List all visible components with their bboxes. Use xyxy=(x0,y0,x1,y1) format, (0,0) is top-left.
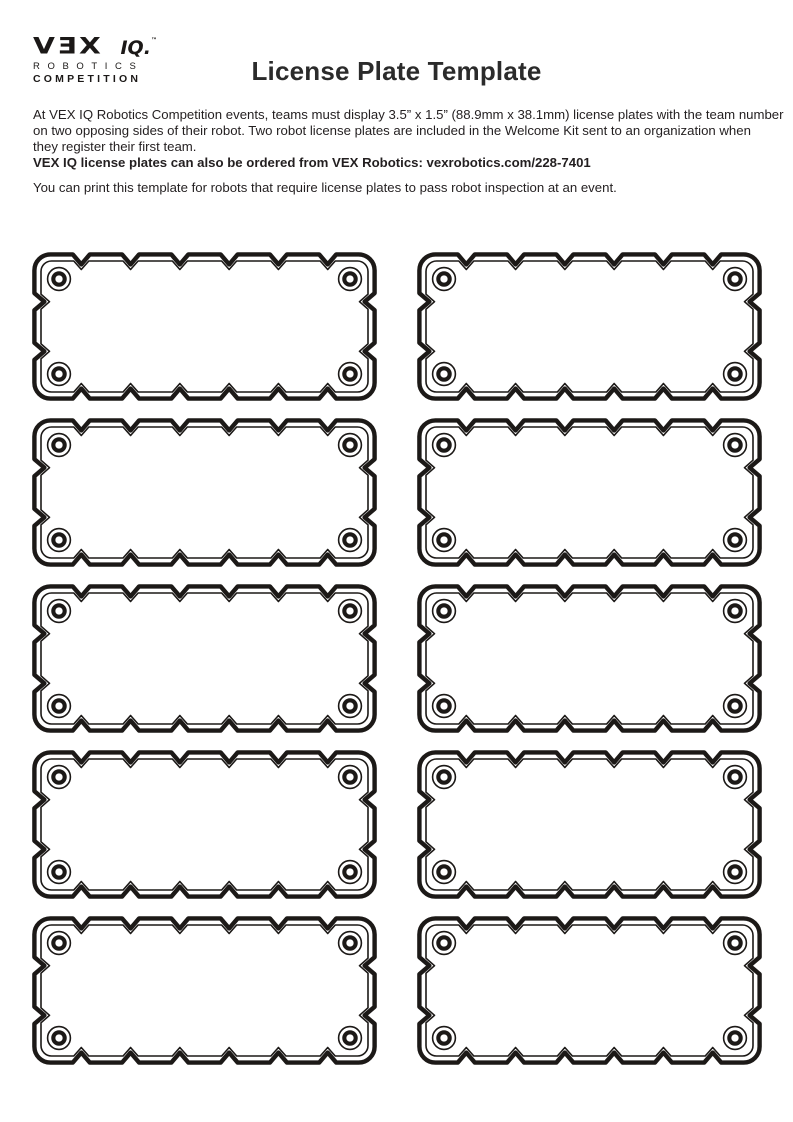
plate-outer-outline xyxy=(34,586,374,730)
plate-outer-outline xyxy=(34,752,374,896)
license-plate-7 xyxy=(32,750,377,899)
logo-wordmark-row xyxy=(33,33,157,59)
intro-line-2: on two opposing sides of their robot. Two robot license plates are included in the Welcome Kit sent to an organization when xyxy=(33,123,751,138)
order-info-line: VEX IQ license plates can also be ordered from VEX Robotics: vexrobotics.com/228-7401 xyxy=(33,155,591,170)
license-plate-9 xyxy=(32,916,377,1065)
license-plate-4 xyxy=(417,418,762,567)
license-plate-5 xyxy=(32,584,377,733)
page-title: License Plate Template xyxy=(251,56,542,86)
plate-outer-outline xyxy=(34,420,374,564)
plate-outer-outline xyxy=(419,420,759,564)
plate-outer-outline xyxy=(34,254,374,398)
license-plate-1 xyxy=(32,252,377,401)
intro-line-1: At VEX IQ Robotics Competition events, teams must display 3.5” x 1.5” (88.9mm x 38.1mm) license plates with the team number xyxy=(33,107,784,122)
print-note-line: You can print this template for robots that require license plates to pass robot inspection at an event. xyxy=(33,180,617,195)
plate-outer-outline xyxy=(34,918,374,1062)
plate-outer-outline xyxy=(419,254,759,398)
plate-outer-outline xyxy=(419,752,759,896)
iq-text: IQ. xyxy=(120,37,151,59)
license-plate-10 xyxy=(417,916,762,1065)
intro-line-3: they register their first team. xyxy=(33,139,197,154)
plates-grid xyxy=(32,252,762,1065)
vex-wordmark: VƎX xyxy=(33,33,104,59)
plate-outer-outline xyxy=(419,918,759,1062)
license-plate-2 xyxy=(417,252,762,401)
logo-robotics-text: ROBOTICS xyxy=(33,61,144,72)
license-plate-8 xyxy=(417,750,762,899)
license-plate-6 xyxy=(417,584,762,733)
logo-competition-text: COMPETITION xyxy=(33,73,142,85)
trademark-symbol: ™ xyxy=(150,37,157,44)
license-plate-3 xyxy=(32,418,377,567)
plate-outer-outline xyxy=(419,586,759,730)
intro-text xyxy=(33,107,784,196)
